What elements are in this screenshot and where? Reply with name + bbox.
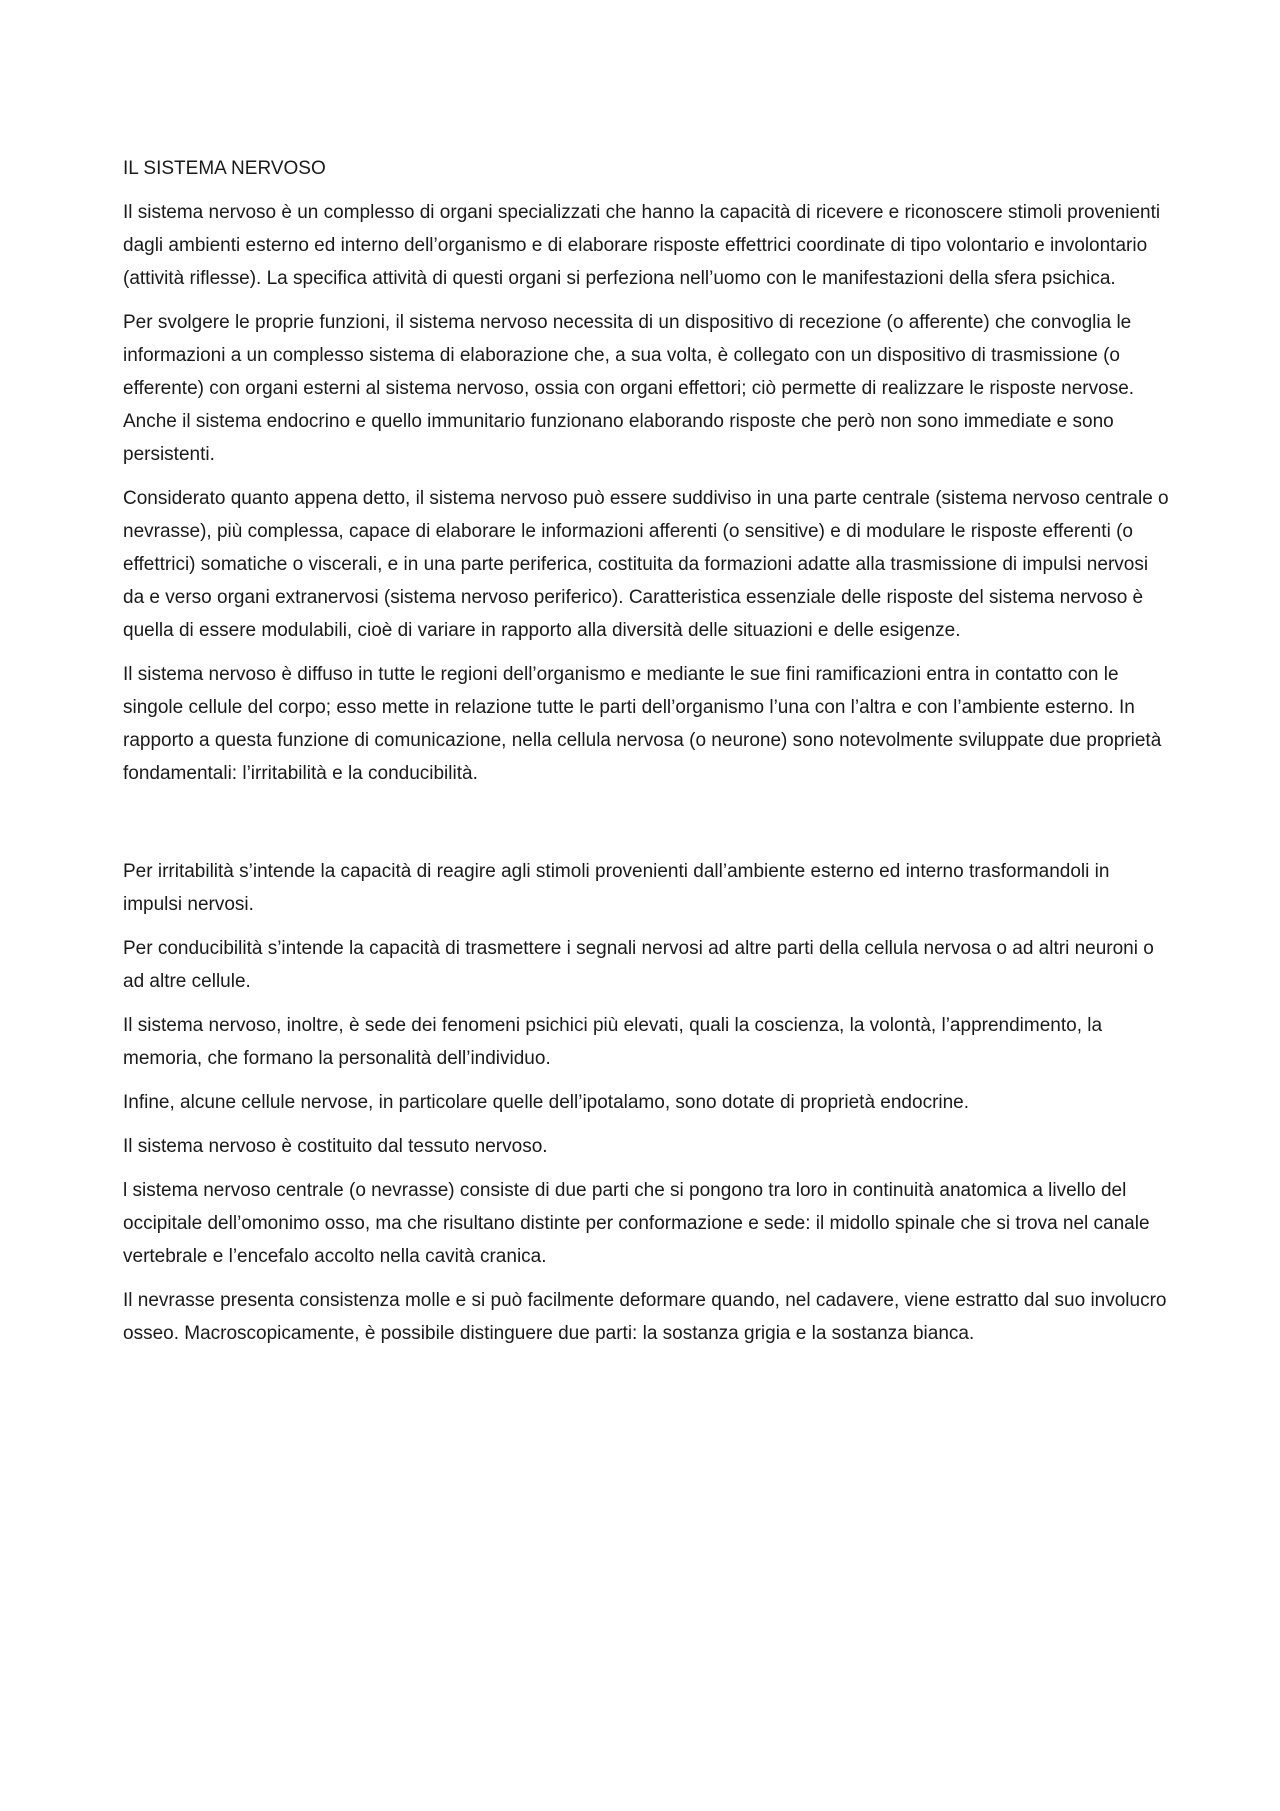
paragraph-7: Il sistema nervoso, inoltre, è sede dei fenomeni psichici più elevati, quali la coscienza, la volontà, l’apprendimento, la memoria, che formano la personalità dell’individuo. xyxy=(123,1015,1103,1069)
paragraph-5: Per irritabilità s’intende la capacità di reagire agli stimoli provenienti dall’ambiente esterno ed interno trasformandoli in impulsi nervosi. xyxy=(123,861,1110,915)
paragraph-1: Il sistema nervoso è un complesso di organi specializzati che hanno la capacità di ricevere e riconoscere stimoli provenienti dagli ambienti esterno ed interno dell’organismo e di elaborare risposte effettrici coordinate di tipo volontario e involontario (attività riflesse). La specifica attività di questi organi si perfeziona nell’uomo con le manifestazioni della sfera psichica. xyxy=(123,202,1161,289)
paragraph-6: Per conducibilità s’intende la capacità di trasmettere i segnali nervosi ad altre parti della cellula nervosa o ad altri neuroni o ad altre cellule. xyxy=(123,938,1154,992)
document-title: IL SISTEMA NERVOSO xyxy=(123,158,326,179)
paragraph-3: Considerato quanto appena detto, il sistema nervoso può essere suddiviso in una parte centrale (sistema nervoso centrale o nevrasse), più complessa, capace di elaborare le informazioni afferenti (o sensitive) e di modulare le risposte efferenti (o effettrici) somatiche o viscerali, e in una parte periferica, costituita da formazioni adatte alla trasmissione di impulsi nervosi da e verso organi extranervosi (sistema nervoso periferico). Caratteristica essenziale delle risposte del sistema nervoso è quella di essere modulabili, cioè di variare in rapporto alla diversità delle situazioni e delle esigenze. xyxy=(123,488,1169,641)
document-body xyxy=(123,152,1173,1361)
paragraph-10: l sistema nervoso centrale (o nevrasse) consiste di due parti che si pongono tra loro in continuità anatomica a livello del occipitale dell’omonimo osso, ma che risultano distinte per conformazione e sede: il midollo spinale che si trova nel canale vertebrale e l’encefalo accolto nella cavità cranica. xyxy=(123,1180,1150,1267)
paragraph-2: Per svolgere le proprie funzioni, il sistema nervoso necessita di un dispositivo di recezione (o afferente) che convoglia le informazioni a un complesso sistema di elaborazione che, a sua volta, è collegato con un dispositivo di trasmissione (o efferente) con organi esterni al sistema nervoso, ossia con organi effettori; ciò permette di realizzare le risposte nervose. Anche il sistema endocrino e quello immunitario funzionano elaborando risposte che però non sono immediate e sono persistenti. xyxy=(123,312,1135,465)
paragraph-4: Il sistema nervoso è diffuso in tutte le regioni dell’organismo e mediante le sue fini ramificazioni entra in contatto con le singole cellule del corpo; esso mette in relazione tutte le parti dell’organismo l’una con l’altra e con l’ambiente esterno. In rapporto a questa funzione di comunicazione, nella cellula nervosa (o neurone) sono notevolmente sviluppate due proprietà fondamentali: l’irritabilità e la conducibilità. xyxy=(123,664,1162,784)
paragraph-9: Il sistema nervoso è costituito dal tessuto nervoso. xyxy=(123,1136,548,1157)
paragraph-11: Il nevrasse presenta consistenza molle e si può facilmente deformare quando, nel cadavere, viene estratto dal suo involucro osseo. Macroscopicamente, è possibile distinguere due parti: la sostanza grigia e la sostanza bianca. xyxy=(123,1290,1167,1344)
paragraph-8: Infine, alcune cellule nervose, in particolare quelle dell’ipotalamo, sono dotate di proprietà endocrine. xyxy=(123,1092,970,1113)
